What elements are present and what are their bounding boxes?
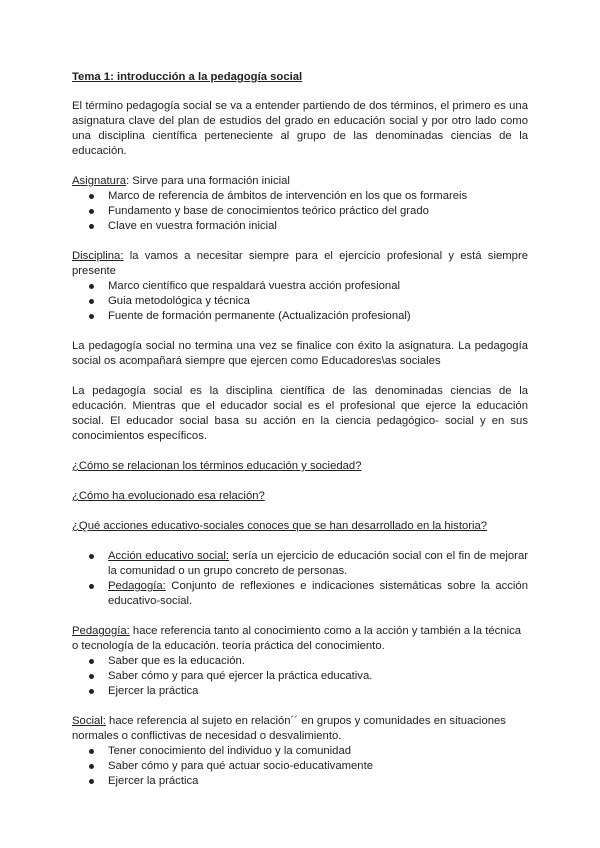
disciplina-heading	[72, 249, 528, 279]
list-item: Ejercer la práctica	[72, 684, 528, 699]
pedagogia-text: hace referencia tanto al conocimiento como a la acción y también a la técnica o tecnología de la educación. teoría práctica del conocimiento.	[72, 625, 522, 652]
asignatura-text: : Sirve para una formación inicial	[126, 175, 290, 187]
asignatura-label: Asignatura	[72, 175, 127, 187]
social-label: Social:	[72, 715, 106, 727]
asignatura-list	[72, 189, 528, 234]
question-3: ¿Qué acciones educativo-sociales conoces que se han desarrollado en la historia?	[72, 520, 488, 532]
accion-text: sería un ejercicio de educación social con el fin de mejorar la comunidad o un grupo concreto de personas.	[108, 550, 528, 577]
social-text: hace referencia al sujeto en relación´´ en grupos y comunidades en situaciones normales o conflictivas de necesidad o desvalimiento.	[72, 715, 506, 742]
list-item: Marco científico que respaldará vuestra acción profesional	[72, 279, 528, 294]
page-title: Tema 1: introducción a la pedagogía social	[72, 71, 303, 83]
continuity-paragraph: La pedagogía social no termina una vez se finalice con éxito la asignatura. La pedagogía social os acompañará siempre que ejercen como Educadores\as sociales	[72, 340, 528, 367]
list-item: Clave en vuestra formación inicial	[72, 219, 528, 234]
definition-paragraph: La pedagogía social es la disciplina científica de las denominadas ciencias de la educación. Mientras que el educador social es el profesional que ejerce la educación social. El educador social basa su acción en la ciencia pedagógico- social y en sus conocimientos específicos.	[72, 385, 528, 442]
social-list	[72, 744, 528, 789]
pedagogia-label: Pedagogía:	[72, 625, 130, 637]
acciones-list	[72, 549, 528, 609]
pedagogia-heading	[72, 624, 528, 654]
disciplina-text: la vamos a necesitar siempre para el ejercicio profesional y está siempre presente	[72, 250, 528, 277]
document-body	[72, 70, 528, 789]
list-item: Tener conocimiento del individuo y la comunidad	[72, 744, 528, 759]
asignatura-heading	[72, 174, 528, 189]
list-item: Saber que es la educación.	[72, 654, 528, 669]
list-item: Saber cómo y para qué ejercer la práctica educativa.	[72, 669, 528, 684]
disciplina-label: Disciplina:	[72, 250, 124, 262]
list-item	[72, 579, 528, 609]
list-item: Saber cómo y para qué actuar socio-educativamente	[72, 759, 528, 774]
accion-label: Acción educativo social:	[108, 550, 230, 562]
intro-paragraph: El término pedagogía social se va a entender partiendo de dos términos, el primero es una asignatura clave del plan de estudios del grado en educación social y por otro lado como una disciplina científica perteneciente al grupo de las denominadas ciencias de la educación.	[72, 100, 528, 157]
pedagogia-def-text: Conjunto de reflexiones e indicaciones sistemáticas sobre la acción educativo-social.	[108, 580, 528, 607]
list-item: Guia metodológica y técnica	[72, 294, 528, 309]
list-item: Fuente de formación permanente (Actualización profesional)	[72, 309, 528, 324]
question-1: ¿Cómo se relacionan los términos educación y sociedad?	[72, 460, 362, 472]
pedagogia-list	[72, 654, 528, 699]
list-item: Fundamento y base de conocimientos teórico práctico del grado	[72, 204, 528, 219]
disciplina-list	[72, 279, 528, 324]
question-2: ¿Cómo ha evolucionado esa relación?	[72, 490, 265, 502]
pedagogia-def-label: Pedagogía:	[108, 580, 166, 592]
list-item: Marco de referencia de ámbitos de intervención en los que os formareis	[72, 189, 528, 204]
social-heading	[72, 714, 528, 744]
list-item: Ejercer la práctica	[72, 774, 528, 789]
list-item	[72, 549, 528, 579]
